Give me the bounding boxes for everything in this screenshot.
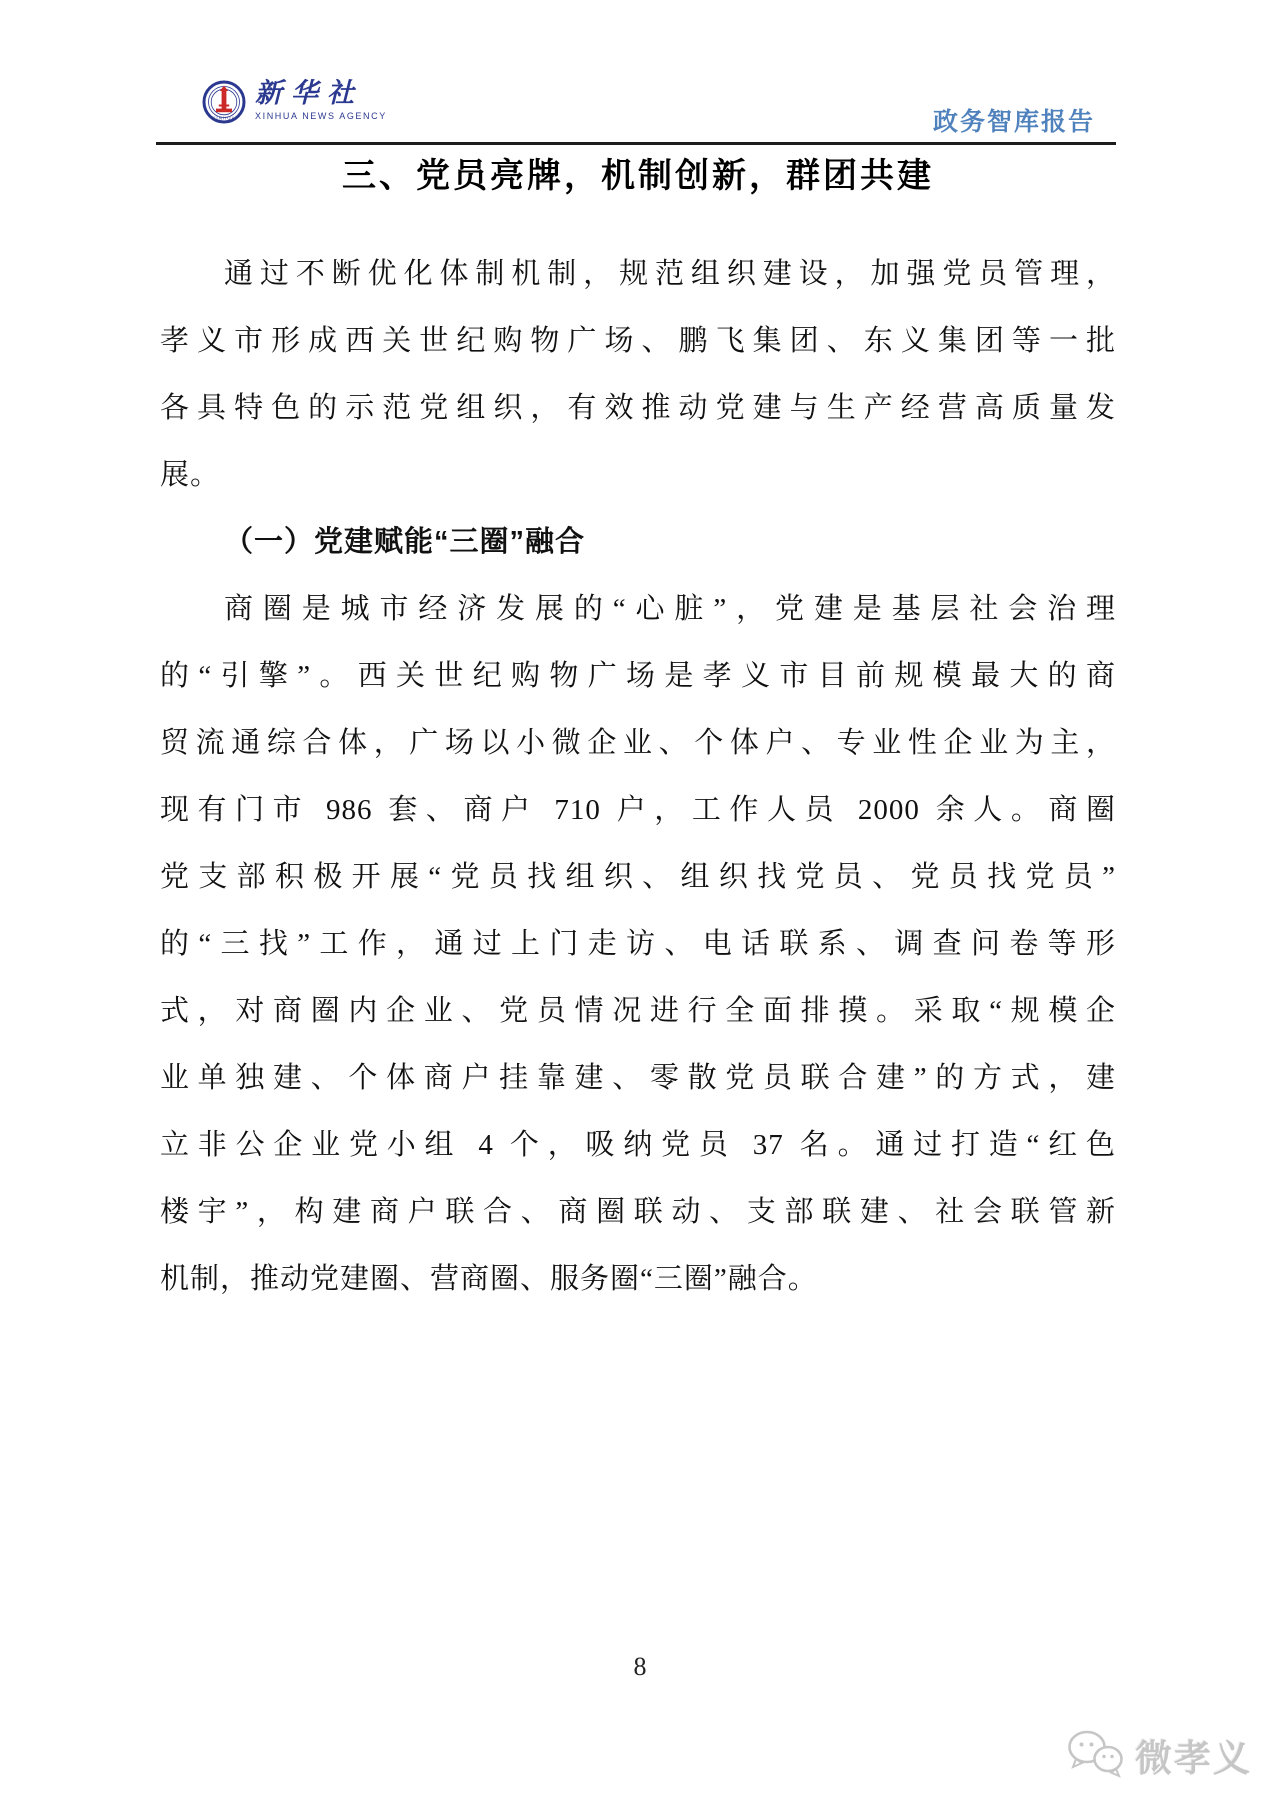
text-line: 立非公企业党小组 4 个，吸纳党员 37 名。通过打造“红色 [160,1129,1116,1161]
svg-text:XINHUA: XINHUA [212,115,236,121]
xinhua-emblem-icon [202,80,246,124]
xinhua-logo [202,80,387,124]
text-line: 楼宇”，构建商户联合、商圈联动、支部联建、社会联管新 [160,1196,1116,1228]
text-line: 机制，推动党建圈、营商圈、服务圈“三圈”融合。 [160,1263,818,1295]
logo-text [255,80,387,121]
text-line: 贸流通综合体，广场以小微企业、个体户、专业性企业为主， [160,727,1116,759]
page-number: 8 [633,1652,647,1681]
document-body [160,241,1116,1313]
text-line: 的“三找”工作，通过上门走访、电话联系、调查问卷等形 [160,928,1116,960]
page-header [160,72,1120,142]
watermark [1064,1728,1252,1782]
text-line: 商圈是城市经济发展的“心脏”，党建是基层社会治理 [224,593,1116,625]
section-heading: （一）党建赋能“三圈”融合 [224,526,586,558]
text-line: 现有门市 986 套、商户 710 户，工作人员 2000 余人。商圈 [160,794,1116,826]
logo-chinese-name: 新华社 [255,78,363,108]
wechat-icon [1064,1729,1128,1781]
logo-english-name: XINHUA NEWS AGENCY [255,111,387,121]
watermark-label: 微孝义 [1135,1738,1252,1779]
header-divider [156,142,1116,145]
text-line: 通过不断优化体制机制，规范组织建设，加强党员管理， [224,258,1116,290]
text-line: 党支部积极开展“党员找组织、组织找党员、党员找党员” [160,861,1116,893]
text-line: 孝义市形成西关世纪购物广场、鹏飞集团、东义集团等一批 [160,325,1116,357]
text-line: 各具特色的示范党组织，有效推动党建与生产经营高质量发 [160,392,1116,424]
header-report-label: 政务智库报告 [932,108,1095,136]
page-title: 三、党员亮牌，机制创新，群团共建 [342,157,934,195]
text-line: 的“引擎”。西关世纪购物广场是孝义市目前规模最大的商 [160,660,1116,692]
text-line: 业单独建、个体商户挂靠建、零散党员联合建”的方式，建 [160,1062,1116,1094]
text-line: 展。 [160,459,221,491]
text-line: 式，对商圈内企业、党员情况进行全面排摸。采取“规模企 [160,995,1116,1027]
